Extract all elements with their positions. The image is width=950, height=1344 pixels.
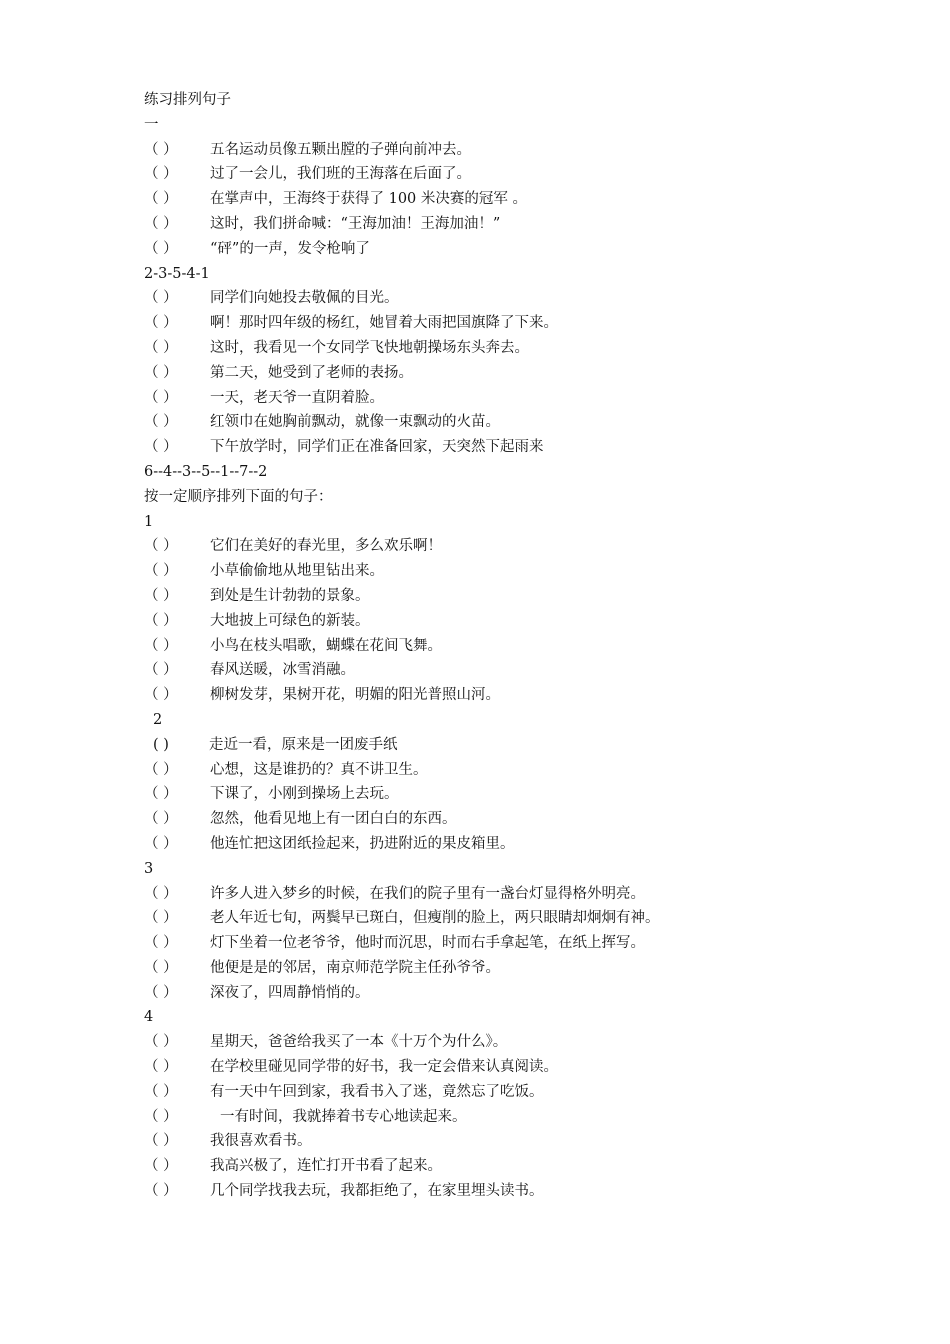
sentence-item (144, 386, 924, 411)
sentence-item (144, 311, 924, 336)
answer-blank[interactable]: （ ） (144, 1059, 178, 1076)
answer-blank[interactable]: （ ） (144, 811, 178, 828)
sentence-item (144, 435, 924, 460)
answer-blank[interactable]: （ ） (144, 662, 178, 679)
answer-blank[interactable]: （ ） (144, 414, 178, 431)
sentence-text: 星期天，爸爸给我买了一本《十万个为什么》。 (210, 1034, 508, 1051)
sentence-text: 他连忙把这团纸捡起来，扔进附近的果皮箱里。 (210, 835, 515, 852)
sentence-item (144, 162, 924, 187)
sentence-item (144, 584, 924, 609)
answer-blank[interactable]: （ ） (144, 587, 178, 604)
sentence-item (144, 534, 924, 559)
answer-blank[interactable]: （ ） (144, 364, 178, 381)
sentence-item (144, 882, 924, 907)
answer-blank[interactable]: （ ） (144, 1183, 178, 1200)
sentence-text: 深夜了，四周静悄悄的。 (210, 984, 370, 1001)
sentence-item (144, 1129, 924, 1154)
answer-blank[interactable]: （ ） (144, 959, 178, 976)
sentence-item (144, 1105, 924, 1130)
sentence-item (144, 658, 924, 683)
sentence-text: 我很喜欢看书。 (210, 1133, 312, 1150)
sentence-item (144, 758, 924, 783)
sentence-item (144, 981, 924, 1006)
instruction-heading: 按一定顺序排列下面的句子： (144, 488, 333, 505)
section-number: 2 (153, 711, 163, 728)
sentence-item (144, 1030, 924, 1055)
answer-blank[interactable]: （ ） (144, 339, 178, 356)
answer-key: 6--4--3--5--1--7--2 (144, 463, 268, 480)
sentence-text: 过了一会儿，我们班的王海落在后面了。 (210, 166, 471, 183)
answer-blank[interactable]: （ ） (144, 910, 178, 927)
sentence-item (144, 782, 924, 807)
answer-key: 2-3-5-4-1 (144, 265, 210, 282)
answer-blank[interactable]: （ ） (144, 439, 178, 456)
answer-blank[interactable]: （ ） (144, 240, 178, 257)
answer-blank[interactable]: （ ） (144, 885, 178, 902)
sentence-item (144, 237, 924, 262)
sentence-item (144, 1080, 924, 1105)
sentence-item (144, 683, 924, 708)
sentence-item (144, 286, 924, 311)
sentence-text: 几个同学找我去玩，我都拒绝了，在家里埋头读书。 (210, 1183, 544, 1200)
sentence-text: 红领巾在她胸前飘动，就像一束飘动的火苗。 (210, 414, 500, 431)
sentence-item (144, 1154, 924, 1179)
sentence-item (144, 212, 924, 237)
sentence-item (144, 138, 924, 163)
answer-blank[interactable]: （ ） (144, 166, 178, 183)
sentence-text: 它们在美好的春光里，多么欢乐啊！ (210, 538, 442, 555)
sentence-text: 小鸟在枝头唱歌，蝴蝶在花间飞舞。 (210, 637, 442, 654)
sentence-item (144, 832, 924, 857)
answer-blank[interactable]: （ ） (144, 1158, 178, 1175)
answer-blank[interactable]: （ ） (144, 1034, 178, 1051)
sentence-text: 春风送暖，冰雪消融。 (210, 662, 355, 679)
section-number: 3 (144, 860, 154, 877)
answer-blank[interactable]: （ ） (144, 1083, 178, 1100)
answer-blank[interactable]: （ ） (144, 1108, 178, 1125)
answer-blank[interactable]: ( ) (153, 736, 169, 753)
sentence-text: 这时，我看见一个女同学飞快地朝操场东头奔去。 (210, 339, 529, 356)
sentence-item (144, 336, 924, 361)
sentence-text: 忽然，他看见地上有一团白白的东西。 (210, 811, 457, 828)
document-page (144, 88, 924, 1204)
sentence-text: 到处是生计勃勃的景象。 (210, 587, 370, 604)
sentence-item (144, 733, 924, 758)
answer-blank[interactable]: （ ） (144, 835, 178, 852)
sentence-text: 五名运动员像五颗出膛的子弹向前冲去。 (210, 141, 471, 158)
answer-blank[interactable]: （ ） (144, 290, 178, 307)
sentence-text: “砰”的一声，发令枪响了 (210, 240, 370, 257)
sentence-text: 许多人进入梦乡的时候，在我们的院子里有一盏台灯显得格外明亮。 (210, 885, 645, 902)
answer-blank[interactable]: （ ） (144, 637, 178, 654)
sentence-item (144, 634, 924, 659)
sentence-text: 他便是是的邻居，南京师范学院主任孙爷爷。 (210, 959, 500, 976)
sentence-item (144, 361, 924, 386)
answer-blank[interactable]: （ ） (144, 1133, 178, 1150)
sentence-text: 在掌声中，王海终于获得了 100 米决赛的冠军 。 (210, 191, 528, 208)
answer-blank[interactable]: （ ） (144, 141, 178, 158)
group-header: 一 (144, 116, 159, 133)
answer-blank[interactable]: （ ） (144, 215, 178, 232)
answer-blank[interactable]: （ ） (144, 984, 178, 1001)
section-number: 1 (144, 513, 154, 530)
sentence-item (144, 931, 924, 956)
sentence-text: 柳树发芽，果树开花，明媚的阳光普照山河。 (210, 687, 500, 704)
sentence-text: 在学校里碰见同学带的好书，我一定会借来认真阅读。 (210, 1059, 558, 1076)
answer-blank[interactable]: （ ） (144, 389, 178, 406)
answer-blank[interactable]: （ ） (144, 687, 178, 704)
sentence-item (144, 559, 924, 584)
answer-blank[interactable]: （ ） (144, 315, 178, 332)
sentence-text: 同学们向她投去敬佩的目光。 (210, 290, 399, 307)
sentence-text: 我高兴极了，连忙打开书看了起来。 (210, 1158, 442, 1175)
sentence-item (144, 807, 924, 832)
sentence-text: 这时，我们拼命喊：“王海加油！王海加油！” (210, 215, 501, 232)
sentence-text: 小草偷偷地从地里钻出来。 (210, 563, 384, 580)
sentence-item (144, 410, 924, 435)
answer-blank[interactable]: （ ） (144, 563, 178, 580)
answer-blank[interactable]: （ ） (144, 191, 178, 208)
sentence-item (144, 956, 924, 981)
sentence-item (144, 1055, 924, 1080)
sentence-text: 一天，老天爷一直阴着脸。 (210, 389, 384, 406)
answer-blank[interactable]: （ ） (144, 761, 178, 778)
sentence-text: 下午放学时，同学们正在准备回家，天突然下起雨来 (210, 439, 544, 456)
sentence-text: 心想，这是谁扔的？真不讲卫生。 (210, 761, 428, 778)
sentence-text: 大地披上可绿色的新装。 (210, 612, 370, 629)
sentence-text: 灯下坐着一位老爷爷，他时而沉思，时而右手拿起笔，在纸上挥写。 (210, 935, 645, 952)
sentence-item (144, 609, 924, 634)
answer-blank[interactable]: （ ） (144, 786, 178, 803)
sentence-item (144, 1179, 924, 1204)
sentence-text: 下课了，小刚到操场上去玩。 (210, 786, 399, 803)
answer-blank[interactable]: （ ） (144, 935, 178, 952)
answer-blank[interactable]: （ ） (144, 538, 178, 555)
sentence-text: 啊！那时四年级的杨红，她冒着大雨把国旗降了下来。 (210, 315, 558, 332)
answer-blank[interactable]: （ ） (144, 612, 178, 629)
section-number: 4 (144, 1009, 154, 1026)
sentence-text: 有一天中午回到家，我看书入了迷，竟然忘了吃饭。 (210, 1083, 544, 1100)
sentence-item (144, 906, 924, 931)
sentence-text: 老人年近七旬，两鬓早已斑白，但瘦削的脸上，两只眼睛却炯炯有神。 (210, 910, 660, 927)
sentence-text: 一有时间，我就捧着书专心地读起来。 (220, 1108, 467, 1125)
sentence-text: 走近一看，原来是一团废手纸 (209, 736, 398, 753)
sentence-text: 第二天，她受到了老师的表扬。 (210, 364, 413, 381)
sentence-item (144, 187, 924, 212)
document-title: 练习排列句子 (144, 92, 231, 108)
